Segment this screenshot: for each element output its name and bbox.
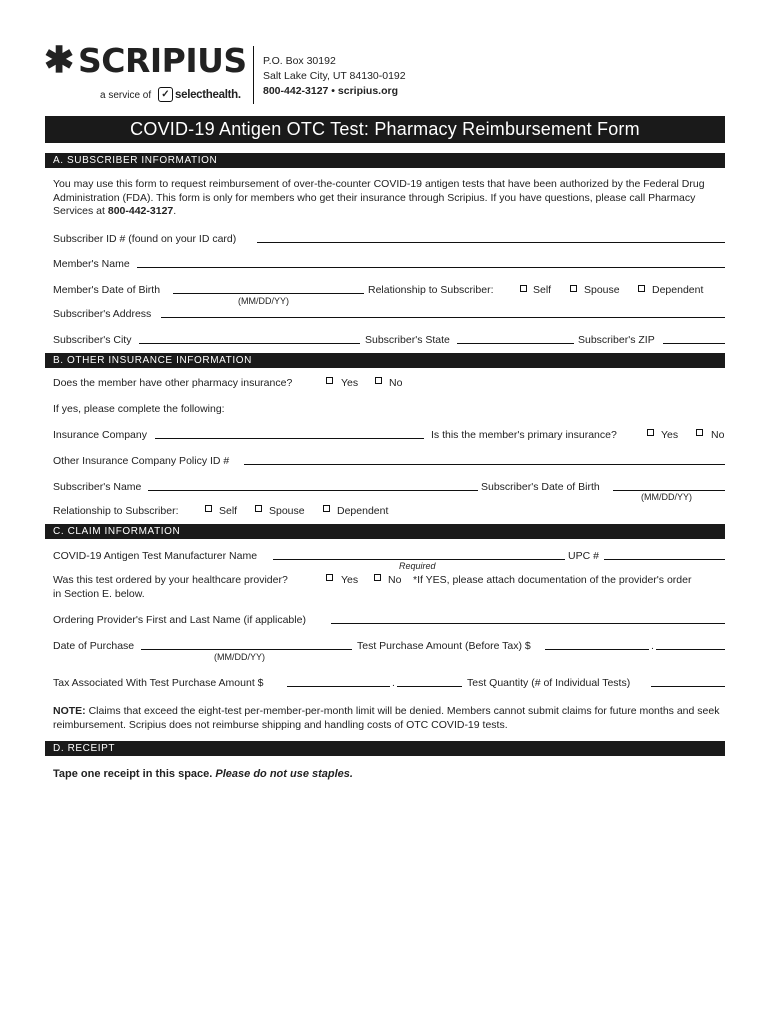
address-line-1: P.O. Box 30192 — [263, 55, 336, 67]
section-a-title: A. SUBSCRIBER INFORMATION — [53, 155, 218, 166]
other-subscriber-dob-label: Subscriber's Date of Birth — [481, 481, 600, 493]
address-label: Subscriber's Address — [53, 308, 152, 320]
service-prefix: a service of — [100, 90, 152, 101]
policy-id-label: Other Insurance Company Policy ID # — [53, 455, 230, 467]
provider-ordered-yes-checkbox[interactable] — [326, 574, 333, 581]
purchase-amount-dollars-field[interactable] — [545, 649, 649, 650]
provider-ordered-no-checkbox[interactable] — [374, 574, 381, 581]
relationship-self-label: Self — [533, 284, 552, 296]
asterisk-icon: ✱ — [44, 39, 75, 80]
purchase-date-hint: (MM/DD/YY) — [214, 652, 265, 662]
provider-ordered-question: Was this test ordered by your healthcare provider? — [53, 574, 288, 586]
primary-no-checkbox[interactable] — [696, 429, 703, 436]
provider-ordered-note-cont: in Section E. below. — [53, 588, 145, 600]
checkmark-icon: ✓ — [158, 87, 173, 102]
other-insurance-question: Does the member have other pharmacy insurance? — [53, 377, 293, 389]
relationship-label: Relationship to Subscriber: — [368, 284, 494, 296]
section-b-header — [45, 353, 725, 368]
contact-line: 800-442-3127 • scripius.org — [263, 85, 398, 97]
section-c-title: C. CLAIM INFORMATION — [53, 526, 181, 537]
section-a-intro: You may use this form to request reimbursement of over-the-counter COVID-19 antigen tests that have been authorized by the Federal Drug Administration (FDA). This form is only for members who get their insurance through Scripius. If you have questions, please call Pharmacy Services at 800-442-3127. — [53, 178, 705, 217]
subscriber-id-field[interactable] — [257, 242, 725, 243]
tax-label: Tax Associated With Test Purchase Amount $ — [53, 677, 264, 689]
primary-yes-label: Yes — [661, 429, 679, 441]
provider-ordered-yes-label: Yes — [341, 574, 359, 586]
primary-yes-checkbox[interactable] — [647, 429, 654, 436]
relationship-spouse-label: Spouse — [584, 284, 620, 296]
if-yes-instruction: If yes, please complete the following: — [53, 403, 225, 415]
member-dob-hint: (MM/DD/YY) — [238, 296, 289, 306]
other-insurance-yes-checkbox[interactable] — [326, 377, 333, 384]
scripius-logo — [44, 39, 247, 108]
city-field[interactable] — [139, 343, 360, 344]
quantity-field[interactable] — [651, 686, 725, 687]
ordering-provider-field[interactable] — [331, 623, 725, 624]
relationship-dependent-checkbox[interactable] — [638, 285, 645, 292]
tax-dollars-field[interactable] — [287, 686, 390, 687]
quantity-label: Test Quantity (# of Individual Tests) — [467, 677, 631, 689]
section-c-header — [45, 524, 725, 539]
other-relationship-dependent-label: Dependent — [337, 505, 389, 517]
city-label: Subscriber's City — [53, 334, 132, 346]
subscriber-id-label: Subscriber ID # (found on your ID card) — [53, 233, 237, 245]
insurance-company-field[interactable] — [155, 438, 424, 439]
policy-id-field[interactable] — [244, 464, 725, 465]
purchase-date-label: Date of Purchase — [53, 640, 135, 652]
primary-insurance-question: Is this the member's primary insurance? — [431, 429, 617, 441]
state-label: Subscriber's State — [365, 334, 450, 346]
member-name-label: Member's Name — [53, 258, 130, 270]
relationship-dependent-label: Dependent — [652, 284, 704, 296]
note-label: NOTE: — [53, 705, 86, 717]
purchase-amount-decimal: . — [651, 640, 654, 652]
other-relationship-dependent-checkbox[interactable] — [323, 505, 330, 512]
primary-no-label: No — [711, 429, 725, 441]
zip-field[interactable] — [663, 343, 725, 344]
other-relationship-self-label: Self — [219, 505, 238, 517]
form-title-bar — [45, 116, 725, 143]
other-relationship-label: Relationship to Subscriber: — [53, 505, 179, 517]
logo-wordmark: SCRIPIUS — [78, 41, 247, 80]
member-name-field[interactable] — [137, 267, 725, 268]
tax-decimal: . — [392, 677, 395, 689]
other-insurance-no-checkbox[interactable] — [375, 377, 382, 384]
other-subscriber-name-field[interactable] — [148, 490, 478, 491]
zip-label: Subscriber's ZIP — [578, 334, 655, 346]
other-insurance-yes-label: Yes — [341, 377, 359, 389]
section-d-header — [45, 741, 725, 756]
other-relationship-self-checkbox[interactable] — [205, 505, 212, 512]
form-title: COVID-19 Antigen OTC Test: Pharmacy Reimbursement Form — [130, 119, 640, 139]
address-field[interactable] — [161, 317, 725, 318]
other-subscriber-name-label: Subscriber's Name — [53, 481, 142, 493]
other-relationship-spouse-label: Spouse — [269, 505, 305, 517]
other-insurance-no-label: No — [389, 377, 403, 389]
required-hint: Required — [399, 561, 436, 571]
member-dob-label: Member's Date of Birth — [53, 284, 161, 296]
manufacturer-field[interactable] — [273, 559, 565, 560]
other-subscriber-dob-field[interactable] — [613, 490, 725, 491]
section-d-title: D. RECEIPT — [53, 743, 116, 754]
section-b-title: B. OTHER INSURANCE INFORMATION — [53, 355, 252, 366]
upc-label: UPC # — [568, 550, 599, 562]
receipt-tape-area[interactable] — [45, 790, 725, 1010]
other-subscriber-dob-hint: (MM/DD/YY) — [641, 492, 692, 502]
member-dob-field[interactable] — [173, 293, 364, 294]
selecthealth-brand: selecthealth. — [175, 89, 241, 101]
address-line-2: Salt Lake City, UT 84130-0192 — [263, 70, 406, 82]
header-divider — [253, 46, 254, 104]
state-field[interactable] — [457, 343, 574, 344]
claim-note: NOTE: Claims that exceed the eight-test per-member-per-month limit will be denied. Members cannot submit claims for future months and seek reimbursement. Scripius does not reimburse shipping and handling costs of OTC COVID-19 tests. — [53, 705, 720, 731]
insurance-company-label: Insurance Company — [53, 429, 147, 441]
provider-ordered-note: *If YES, please attach documentation of the provider's order — [413, 574, 692, 586]
relationship-spouse-checkbox[interactable] — [570, 285, 577, 292]
tax-cents-field[interactable] — [397, 686, 462, 687]
ordering-provider-label: Ordering Provider's First and Last Name (if applicable) — [53, 614, 306, 626]
pharmacy-phone: 800-442-3127 — [107, 205, 174, 217]
purchase-date-field[interactable] — [141, 649, 352, 650]
relationship-self-checkbox[interactable] — [520, 285, 527, 292]
other-relationship-spouse-checkbox[interactable] — [255, 505, 262, 512]
purchase-amount-cents-field[interactable] — [656, 649, 725, 650]
receipt-instruction-emphasis: Please do not use staples. — [215, 768, 353, 780]
section-a-header — [45, 153, 725, 168]
manufacturer-label: COVID-19 Antigen Test Manufacturer Name — [53, 550, 258, 562]
purchase-amount-label: Test Purchase Amount (Before Tax) $ — [357, 640, 531, 652]
provider-ordered-no-label: No — [388, 574, 402, 586]
upc-field[interactable] — [604, 559, 725, 560]
receipt-instruction: Tape one receipt in this space. Please do not use staples. — [53, 768, 353, 780]
